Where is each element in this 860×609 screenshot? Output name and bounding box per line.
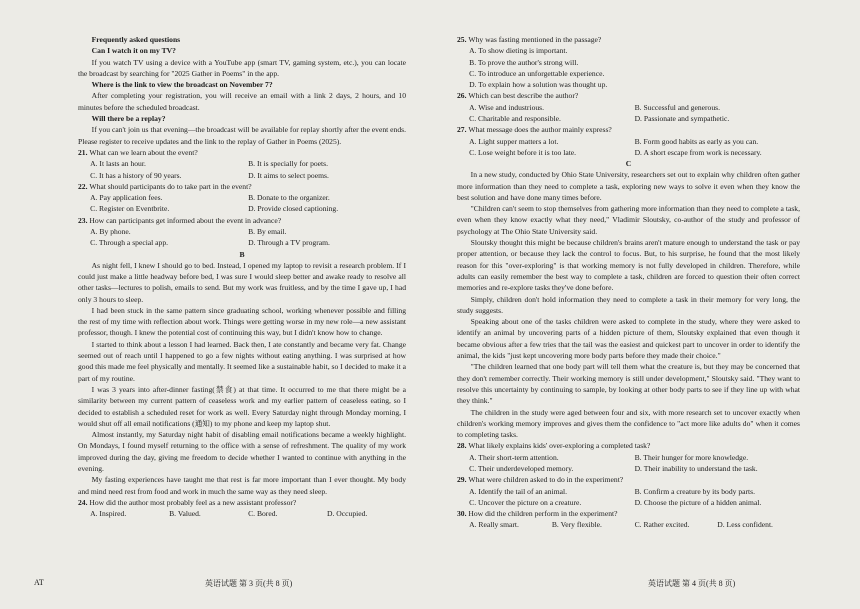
question-23	[78, 215, 406, 226]
option-d: D. A short escape from work is necessary.	[634, 147, 762, 157]
question-29	[457, 474, 800, 485]
option-a: A. Really smart.	[469, 520, 519, 530]
option-a: A. To show dieting is important.	[469, 46, 568, 56]
question-text: What likely explains kids' over-exploring a completed task?	[468, 441, 651, 451]
passage-c-paragraph: In a new study, conducted by Ohio State University, researchers set out to explain why children often gather more information than they need to complete a task, exploring new ways to solve it even when they know the best solution and have done many times before.	[457, 170, 800, 202]
option-b: B. Very flexible.	[551, 520, 602, 530]
question-number: 27.	[457, 125, 467, 135]
option-b: B. Donate to the organizer.	[248, 193, 330, 203]
question-text: What should participants do to take part in the event?	[89, 181, 252, 191]
question-number: 25.	[457, 35, 467, 44]
option-b: B. Their hunger for more knowledge.	[634, 452, 749, 462]
passage-b-paragraph: I started to think about a lesson I had learned. Back then, I ate constantly and became very fat. Change seemed out of reach until I happened to go a few nights without eating anything. I was surprised at how good this made me feel physically and mentally. It seemed like a sustainable habit, so I decided to make it a part of my routine.	[78, 339, 406, 383]
question-number: 29.	[457, 475, 467, 485]
question-number: 22.	[78, 181, 88, 191]
question-27-options	[457, 136, 800, 159]
question-23-options	[78, 226, 406, 249]
passage-b-paragraph: Almost instantly, my Saturday night habit of disabling email notifications became a weekly highlight. On Mondays, I found myself returning to the office with a sense of refreshment. The quality of my work improved during the day, giving me freedom to decide whether I wanted to continue with anything in the evening.	[78, 430, 406, 473]
question-21	[78, 147, 406, 158]
question-number: 24.	[78, 497, 88, 507]
question-25-options	[457, 45, 800, 90]
option-d: D. Through a TV program.	[248, 238, 330, 248]
passage-c-paragraph: Speaking about one of the tasks children were asked to complete in the study, where they were asked to identify an animal by uncovering parts of a hidden picture of them, Sloutsky explained that even though it became obvious after a few tries that the tail was the easiest and quickest part to uncover in order to identify the animal, the kids "just kept uncovering more body parts before they made their choice."	[457, 317, 800, 361]
question-22	[78, 181, 406, 192]
option-b: B. Valued.	[169, 509, 201, 519]
faq-title: Frequently asked questions	[91, 35, 181, 44]
option-d: D. Occupied.	[327, 509, 368, 519]
faq-question: Will there be a replay?	[91, 114, 166, 124]
question-text: Why was fasting mentioned in the passage?	[468, 35, 602, 44]
option-b: B. Confirm a creature by its body parts.	[634, 486, 755, 496]
option-d: D. It aims to select poems.	[248, 170, 329, 180]
passage-c-paragraph: Simply, children don't hold information they need to complete a task in their memory for very long, the study suggests.	[457, 294, 800, 315]
option-d: D. Passionate and sympathetic.	[634, 114, 730, 124]
faq-answer: After completing your registration, you will receive an email with a link 2 days, 2 hours, and 10 minutes before the scheduled broadcast.	[78, 91, 406, 112]
option-a: A. Pay application fees.	[90, 193, 163, 203]
question-29-options	[457, 486, 800, 509]
page-3-footer: 英语试题 第 3 页(共 8 页)	[205, 579, 293, 588]
question-text: Which can best describe the author?	[468, 91, 579, 101]
option-c: C. Through a special app.	[90, 238, 169, 248]
option-d: D. Choose the picture of a hidden animal.	[634, 497, 762, 507]
option-a: A. Identify the tail of an animal.	[469, 486, 567, 496]
faq-question: Can I watch it on my TV?	[91, 46, 176, 56]
question-24-options	[78, 508, 406, 519]
question-30	[457, 508, 800, 519]
question-22-options	[78, 192, 406, 215]
question-text: What were children asked to do in the experiment?	[468, 475, 624, 485]
question-30-options	[457, 519, 800, 530]
option-d: D. To explain how a solution was thought up.	[469, 80, 608, 90]
question-text: How did the author most probably feel as a new assistant professor?	[89, 497, 297, 507]
question-26	[457, 90, 800, 101]
question-text: How can participants get informed about the event in advance?	[89, 215, 282, 225]
question-number: 23.	[78, 215, 88, 225]
faq-question: Where is the link to view the broadcast on November 7?	[91, 80, 273, 90]
option-c: C. Register on Eventbrite.	[90, 204, 170, 214]
question-text: What can we learn about the event?	[89, 147, 198, 157]
option-b: B. Form good habits as early as you can.	[634, 136, 759, 146]
paper-code: AT	[34, 578, 44, 587]
passage-c-paragraph: "Children can't seem to stop themselves from gathering more information than they need to complete a task, even when they know exactly what they need," Vladimir Sloutsky, co-author of the study and professor of psychology at The Ohio State University said.	[457, 204, 800, 236]
option-d: D. Their inability to understand the task.	[634, 463, 758, 473]
page-4	[430, 0, 860, 609]
passage-b-paragraph: I had been stuck in the same pattern since graduating school, working whenever possible and filling the rest of my time with reflection about work. Things were getting worse in my new role—a new assistant professor, though. I knew the potential cost of continuing this way, but I didn't know how to change.	[78, 305, 406, 338]
question-28-options	[457, 452, 800, 475]
question-28	[457, 440, 800, 451]
option-c: C. Lose weight before it is too late.	[469, 147, 577, 157]
page-4-footer: 英语试题 第 4 页(共 8 页)	[648, 579, 736, 588]
question-21-options	[78, 158, 406, 181]
option-a: A. Light supper matters a lot.	[469, 136, 559, 146]
faq-answer: If you watch TV using a device with a YouTube app (smart TV, gaming system, etc.), you can locate the broadcast by searching for "2025 Gather in Poems" in the app.	[78, 57, 406, 78]
question-number: 30.	[457, 509, 467, 519]
option-c: C. Rather excited.	[634, 520, 690, 530]
passage-b-paragraph: As night fell, I knew I should go to bed. Instead, I opened my laptop to revisit a research problem. If I could just make a little headway before bed, I was sure I would sleep better and awake ready to resolve all other tasks—lectures to polish, emails to send. But my work was fruitless, and by the time I gave up, I had only 3 hours to sleep.	[78, 260, 406, 304]
question-number: 28.	[457, 441, 467, 451]
option-b: B. It is specially for poets.	[248, 159, 329, 169]
question-number: 26.	[457, 91, 467, 101]
option-a: A. Wise and industrious.	[469, 102, 545, 112]
option-c: C. To introduce an unforgettable experience.	[469, 68, 605, 78]
option-c: C. Uncover the picture on a creature.	[469, 497, 582, 507]
option-b: B. Successful and generous.	[634, 102, 720, 112]
faq-answer: If you can't join us that evening—the broadcast will be available for replay shortly after the event ends. Please register to receive updates and the link to the replay of Gather in Poems (2025).	[78, 125, 406, 146]
passage-b-paragraph: My fasting experiences have taught me that rest is far more important than I ever thought. My body and mind need rest from food and work in much the same way as they need sleep.	[78, 475, 406, 496]
passage-c-paragraph: The children in the study were aged between four and six, with more research set to uncover exactly when children's working memory improves and gives them the confidence to "act more like adults do" when it comes to completing tasks.	[457, 407, 800, 440]
option-a: A. By phone.	[90, 227, 131, 237]
option-c: C. Charitable and responsible.	[469, 114, 561, 124]
question-text: How did the children perform in the experiment?	[468, 509, 618, 519]
passage-c-paragraph: Sloutsky thought this might be because children's brains aren't mature enough to understand the task or pay proper attention, or because they lack the control to focus. But, to his surprise, he found that the most likely reason for this "over-exploring" is that working memory is not fully developed in children. Therefore, while adults can easily remember the best way to complete a task, children are forced to question their often correct memories and re-explore tasks they've done before.	[457, 238, 800, 293]
option-c: C. Bored.	[248, 509, 278, 519]
passage-b-paragraph: I was 3 years into after-dinner fasting(禁食) at that time. It occurred to me that there might be a similarity between my current pattern of ceaseless work and my earlier pattern of ceaseless eating, so I decided to establish a scheduled reset for work as well. Every Saturday night through Monday morning, I would shut off all email notifications (通知) to my phone and keep my laptop shut.	[78, 384, 406, 428]
option-d: D. Less confident.	[717, 520, 773, 530]
section-b-heading: B	[239, 249, 245, 259]
page-3-column	[78, 34, 406, 519]
option-a: A. Their short-term attention.	[469, 452, 559, 462]
option-b: B. By email.	[248, 227, 287, 237]
passage-c-paragraph: "The children learned that one body part will tell them what the creature is, but they may be concerned that they don't remember correctly. Their working memory is still under development," Sloutsky said. "They want to resolve this uncertainty by continuing to sample, by looking at other body parts to see if they line up with what they think."	[457, 362, 800, 406]
question-number: 21.	[78, 147, 88, 157]
section-c-heading: C	[625, 159, 632, 169]
question-24	[78, 497, 406, 508]
option-c: C. It has a history of 90 years.	[90, 170, 182, 180]
question-text: What message does the author mainly express?	[468, 125, 612, 135]
option-c: C. Their underdeveloped memory.	[469, 463, 574, 473]
option-a: A. Inspired.	[90, 509, 127, 519]
question-27	[457, 124, 800, 135]
option-d: D. Provide closed captioning.	[248, 204, 339, 214]
page-4-column	[457, 34, 800, 531]
option-b: B. To prove the author's strong will.	[469, 57, 579, 67]
option-a: A. It lasts an hour.	[90, 159, 146, 169]
question-25	[457, 34, 800, 45]
question-26-options	[457, 102, 800, 125]
